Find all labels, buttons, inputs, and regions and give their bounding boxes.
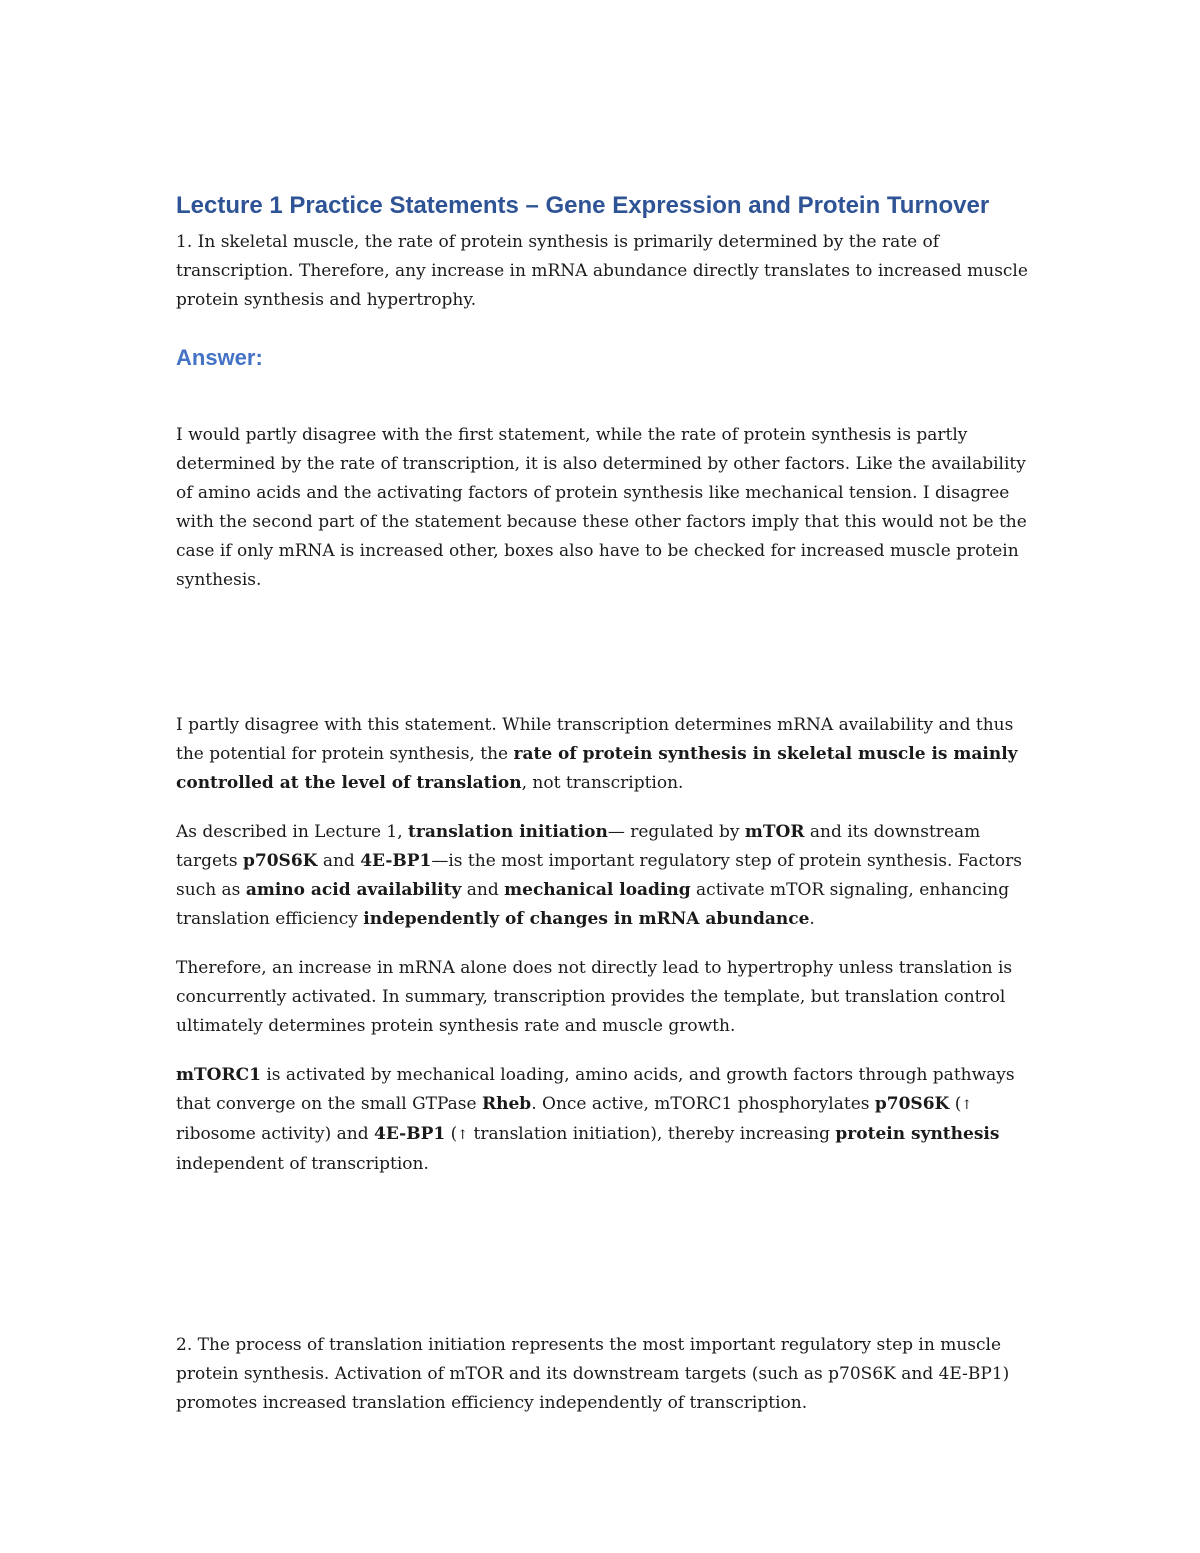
statement-1: 1. In skeletal muscle, the rate of protein synthesis is primarily determined by the rate of transcription. Therefore, any increase in mRNA abundance directly translates to increased muscle protein synthesis and hypertrophy. [176,232,1028,310]
text-run: As described in Lecture 1, [176,822,409,842]
answer-paragraph-4: Therefore, an increase in mRNA alone does not directly lead to hypertrophy unless translation is concurrently activated. In summary, transcription provides the template, but translation control ultimately determines protein synthesis rate and muscle growth. [176,958,1013,1036]
document-page [176,190,1036,1418]
text-run: . Once active, mTORC1 phosphorylates [531,1094,875,1114]
answer-paragraph-2 [176,711,1036,798]
text-run: . [809,909,815,929]
text-run: is activated by mechanical loading, amino acids, and growth factors through pathways that converge on the small GTPase [176,1065,1015,1114]
text-run: and its downstream targets [176,822,981,871]
text-run: ribosome activity) and [176,1124,375,1144]
text-run: ( [949,1094,962,1114]
document-title: Lecture 1 Practice Statements – Gene Expression and Protein Turnover [176,192,990,219]
answer-heading: Answer: [176,345,263,370]
text-run: ( [445,1124,458,1144]
bold-run: 4E-BP1 [360,851,432,871]
statement-2: 2. The process of translation initiation represents the most important regulatory step in muscle protein synthesis. Activation of mTOR and its downstream targets (such as p70S6K and 4E-BP1) promotes increased translation efficiency independently of transcription. [176,1335,1010,1413]
bold-run: mechanical loading [504,880,691,900]
bold-run: 4E-BP1 [374,1124,446,1144]
bold-run: Rheb [482,1094,532,1114]
text-run: translation initiation), thereby increasing [468,1124,836,1144]
bold-run: p70S6K [874,1094,950,1114]
text-run: I partly disagree with this statement. While transcription determines mRNA availability and thus the potential for protein synthesis, the [176,715,1014,764]
text-run: activate mTOR signaling, enhancing translation efficiency [176,880,1010,929]
text-run: and [317,851,361,871]
bold-run: rate of protein synthesis in skeletal muscle is mainly controlled at the level of translation [176,744,1018,793]
answer-paragraph-3 [176,818,1036,934]
text-run: independent of transcription. [176,1154,429,1174]
bold-run: amino acid availability [245,880,462,900]
bold-run: protein synthesis [835,1124,1000,1144]
bold-run: mTOR [744,822,805,842]
text-run: —is the most important regulatory step of protein synthesis. Factors such as [176,851,1023,900]
text-run: and [461,880,505,900]
up-arrow-icon: ↑ [457,1128,469,1143]
bold-run: translation initiation [408,822,608,842]
text-run: — regulated by [607,822,745,842]
answer-paragraph-1: I would partly disagree with the first statement, while the rate of protein synthesis is partly determined by the rate of transcription, it is also determined by other factors. Like the availability of amino acids and the activating factors of protein synthesis like mechanical tension. I disagree with the second part of the statement because these other factors imply that this would not be the case if only mRNA is increased other, boxes also have to be checked for increased muscle protein synthesis. [176,425,1027,590]
bold-run: p70S6K [243,851,318,871]
answer-paragraph-5 [176,1061,1036,1179]
bold-run: independently of changes in mRNA abundance [363,909,810,929]
up-arrow-icon: ↑ [961,1098,973,1113]
bold-run: mTORC1 [176,1065,261,1085]
text-run: , not transcription. [521,773,684,793]
